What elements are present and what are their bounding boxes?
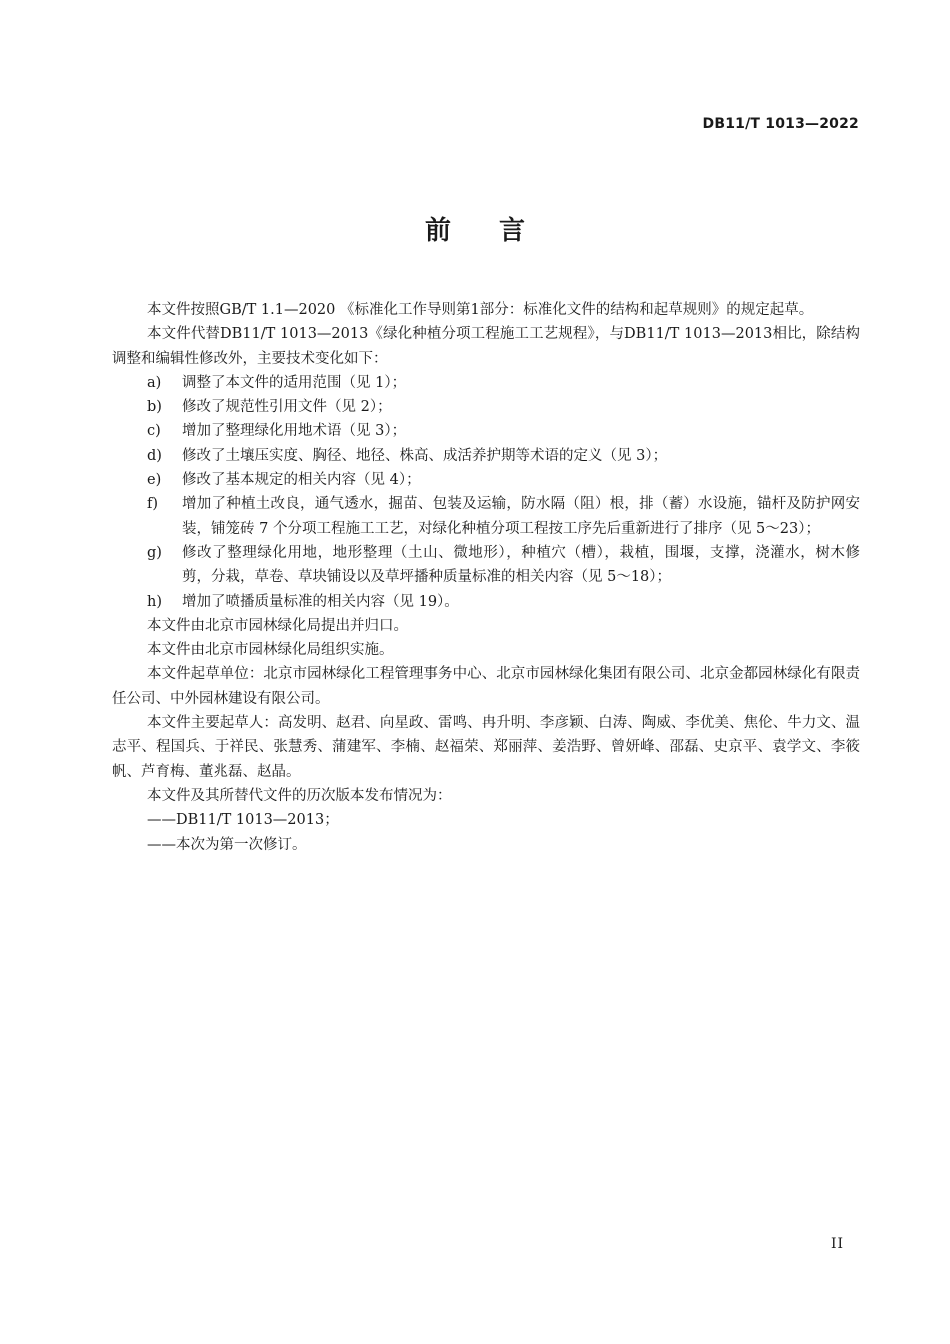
list-item: c) 增加了整理绿化用地术语（见 3）；	[147, 423, 407, 440]
version-entry: ——DB11/T 1013—2013；	[147, 812, 339, 829]
paragraph: 本文件主要起草人：高发明、赵君、向星政、雷鸣、冉升明、李彦颖、白涛、陶威、李优美、焦伦、牛力文、温志平、程国兵、于祥民、张慧秀、蒲建军、李楠、赵福荣、郑丽萍、姜浩野、曾妍峰、邵磊、史京平、袁学文、李筱帆、芦育梅、董兆磊、赵晶。	[112, 715, 860, 780]
paragraph: 本文件起草单位：北京市园林绿化工程管理事务中心、北京市园林绿化集团有限公司、北京金都园林绿化有限责任公司、中外园林建设有限公司。	[112, 666, 860, 707]
paragraph: 本文件代替DB11/T 1013—2013《绿化种植分项工程施工工艺规程》，与DB11/T 1013—2013相比，除结构调整和编辑性修改外，主要技术变化如下：	[112, 326, 860, 367]
paragraph: 本文件及其所替代文件的历次版本发布情况为：	[147, 787, 452, 804]
paragraph: 本文件由北京市园林绿化局提出并归口。	[147, 617, 408, 634]
list-item: d) 修改了土壤压实度、胸径、地径、株高、成活养护期等术语的定义（见 3）；	[147, 447, 668, 464]
version-entry: ——本次为第一次修订。	[147, 836, 307, 853]
standard-code: DB11/T 1013—2022	[702, 116, 859, 132]
paragraph: 本文件按照GB/T 1.1—2020 《标准化工作导则第1部分：标准化文件的结构和起草规则》的规定起草。	[147, 302, 814, 318]
list-item: b) 修改了规范性引用文件（见 2）；	[147, 399, 392, 416]
page-number: II	[830, 1236, 844, 1252]
list-item: e) 修改了基本规定的相关内容（见 4）；	[147, 472, 421, 489]
paragraph: 本文件由北京市园林绿化局组织实施。	[147, 642, 394, 659]
list-item: g) 修改了整理绿化用地，地形整理（土山、微地形），种植穴（槽），栽植，围堰，支撑，浇灌水，树木修剪，分栽，草卷、草块铺设以及草坪播种质量标准的相关内容（见 5～18）；	[147, 544, 860, 586]
document-body	[112, 298, 860, 857]
list-item: f) 增加了种植土改良，通气透水，掘苗、包装及运输，防水隔（阻）根，排（蓄）水设施，锚杆及防护网安装，铺笼砖 7 个分项工程施工工艺，对绿化种植分项工程按工序先后重新进行了排序（见 5～23）；	[147, 496, 860, 537]
page-title: 前言	[424, 216, 573, 246]
list-item: a) 调整了本文件的适用范围（见 1）；	[147, 374, 407, 391]
list-item: h) 增加了喷播质量标准的相关内容（见 19）。	[147, 593, 459, 610]
